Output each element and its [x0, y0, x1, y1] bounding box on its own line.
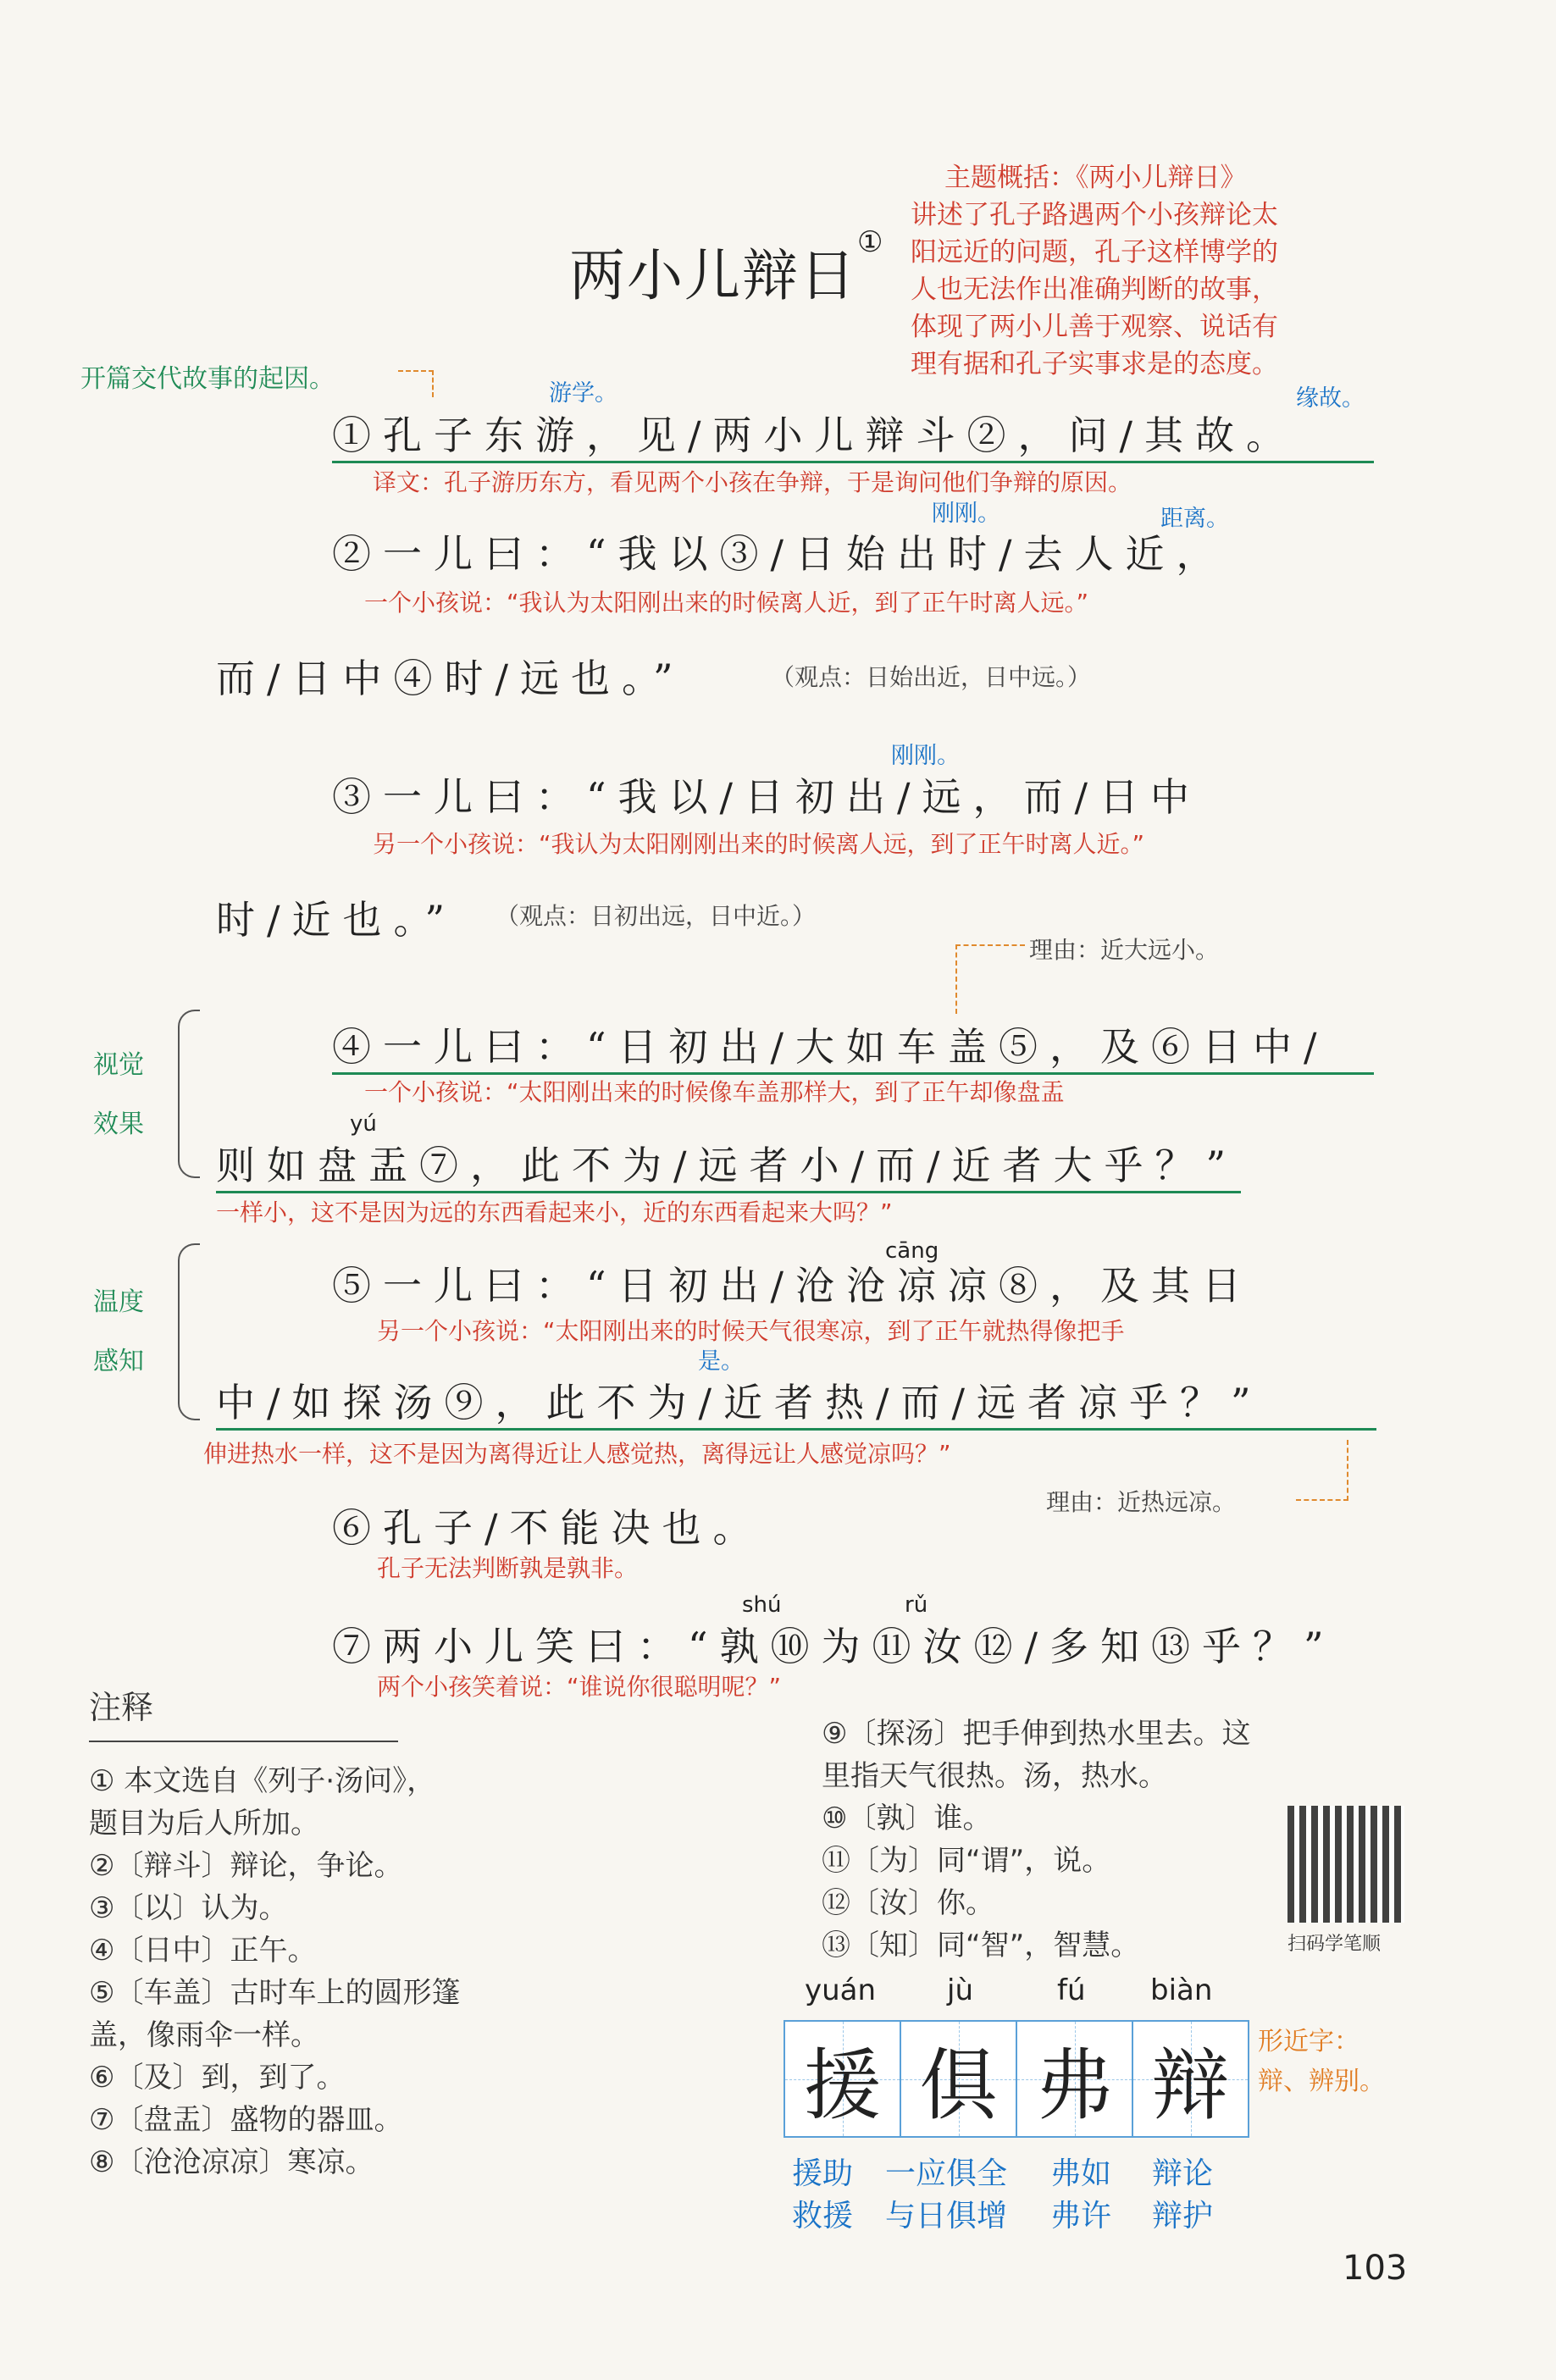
translation-3: 另一个小孩说：“我认为太阳刚刚出来的时候离人远，到了正午时离人近。”: [373, 830, 1145, 858]
qr-caption: 扫码学笔顺: [1287, 1934, 1382, 1955]
paragraph-5-line-2: 中/如探汤⑨，此不为/近者热/而/远者凉乎？”: [216, 1372, 1376, 1431]
char-box-1: 援: [784, 2020, 901, 2138]
translation-1: 译文：孔子游历东方，看见两个小孩在争辩，于是询问他们争辩的原因。: [373, 468, 1132, 496]
reason-2: 理由：近热远凉。: [1046, 1488, 1237, 1516]
paragraph-5-line-1: ⑤一儿曰：“日初出/沧沧凉凉⑧，及其日: [332, 1263, 1254, 1309]
char-box-4: 辩: [1132, 2020, 1249, 2138]
page-number: 103: [1343, 2249, 1408, 2288]
paragraph-6: ⑥孔子/不能决也。: [332, 1505, 764, 1551]
translation-5b: 伸进热水一样，这不是因为离得近让人感觉热，离得远让人感觉凉吗？”: [203, 1440, 951, 1468]
reason-1: 理由：近大远小。: [1029, 936, 1220, 964]
char-pinyin-4: biàn: [1150, 1973, 1213, 2007]
paragraph-4-line-1: ④一儿曰：“日初出/大如车盖⑤，及⑥日中/: [332, 1016, 1374, 1075]
similar-label: 形近字：: [1258, 2027, 1359, 2056]
translation-6: 孔子无法判断孰是孰非。: [377, 1554, 639, 1582]
visual-label-2: 效果: [93, 1110, 144, 1139]
theme-summary: 主题概括：《两小儿辩日》 讲述了孔子路遇两个小孩辩论太 阳远近的问题，孔子这样博学的 人也无法作出准确判断的故事， 体现了两小儿善于观察、说话有 理有据和孔子实事求是的态度。: [911, 163, 1278, 379]
page-title: 两小儿辩日①: [569, 225, 885, 308]
visual-brace: [178, 1010, 200, 1178]
gloss-you: 游学。: [549, 380, 617, 407]
notes-divider: [89, 1741, 398, 1742]
gloss-shi: 刚刚。: [932, 501, 1000, 527]
viewpoint-1: （观点：日始出近，日中远。）: [771, 663, 1092, 691]
notes-left: ① 本文选自《列子·汤问》， 题目为后人所加。 ②〔辩斗〕辩论，争论。 ③〔以〕认为。 ④〔日中〕正午。 ⑤〔车盖〕古时车上的圆形篷 盖，像雨伞一样。 ⑥〔及〕到，到了。 ⑦〔盘盂〕盛物的器皿。 ⑧〔沧沧凉凉〕寒凉。: [89, 1764, 461, 2179]
paragraph-1: ①孔子东游，见/两小儿辩斗②，问/其故。: [332, 405, 1374, 463]
paragraph-4-line-2: 则如盘盂⑦，此不为/远者小/而/近者大乎？”: [216, 1135, 1241, 1193]
paragraph-3-line-1: ③一儿曰：“我以/日初出/远，而/日中: [332, 774, 1202, 820]
word-2a: 一应俱全: [885, 2156, 1008, 2191]
translation-2: 一个小孩说：“我认为太阳刚出来的时候离人近，到了正午时离人远。”: [364, 589, 1089, 617]
paragraph-3-line-2: 时/近也。”: [216, 897, 457, 943]
char-pinyin-1: yuán: [805, 1973, 877, 2007]
pinyin-cang: cāng: [885, 1238, 939, 1264]
gloss-qu: 距离。: [1160, 506, 1229, 532]
paragraph-2-line-1: ②一儿曰：“我以③/日始出时/去人近，: [332, 531, 1227, 577]
paragraph-2-line-2: 而/日中④时/远也。”: [216, 656, 685, 701]
pinyin-yu: yú: [350, 1111, 377, 1137]
temp-label-2: 感知: [93, 1347, 144, 1376]
visual-label-1: 视觉: [93, 1050, 144, 1080]
temp-label-1: 温度: [93, 1287, 144, 1317]
pinyin-ru: rǔ: [905, 1592, 928, 1618]
translation-4b: 一样小，这不是因为远的东西看起来小，近的东西看起来大吗？”: [216, 1198, 893, 1226]
char-box-3: 弗: [1016, 2020, 1133, 2138]
gloss-wei: 是。: [698, 1348, 744, 1375]
word-1a: 援助: [792, 2156, 854, 2191]
word-4b: 辩护: [1152, 2199, 1214, 2233]
word-2b: 与日俱增: [885, 2199, 1008, 2233]
word-1b: 救援: [792, 2199, 854, 2233]
viewpoint-2: （观点：日初出远，日中近。）: [496, 902, 817, 930]
word-3b: 弗许: [1050, 2199, 1112, 2233]
similar-words: 辩、辨别。: [1258, 2067, 1385, 2096]
paragraph-7: ⑦两小儿笑曰：“孰⑩为⑪汝⑫/多知⑬乎？”: [332, 1624, 1336, 1669]
char-pinyin-3: fú: [1057, 1973, 1086, 2007]
char-pinyin-2: jù: [947, 1973, 973, 2007]
gloss-chu: 刚刚。: [891, 743, 960, 769]
opening-note: 开篇交代故事的起因。: [80, 364, 335, 394]
temp-brace: [178, 1243, 200, 1420]
pinyin-shu: shú: [742, 1592, 782, 1618]
translation-7: 两个小孩笑着说：“谁说你很聪明呢？”: [377, 1673, 782, 1701]
char-box-2: 俱: [900, 2020, 1017, 2138]
translation-5a: 另一个小孩说：“太阳刚出来的时候天气很寒凉，到了正午就热得像把手: [377, 1317, 1125, 1345]
notes-heading: 注释: [89, 1689, 154, 1726]
gloss-gu: 缘故。: [1296, 385, 1365, 412]
translation-4a: 一个小孩说：“太阳刚出来的时候像车盖那样大，到了正午却像盘盂: [364, 1078, 1065, 1106]
notes-right: ⑨〔探汤〕把手伸到热水里去。这 里指天气很热。汤，热水。 ⑩〔孰〕谁。 ⑪〔为〕同“谓”，说。 ⑫〔汝〕你。 ⑬〔知〕同“智”，智慧。: [822, 1717, 1251, 1962]
word-4a: 辩论: [1152, 2156, 1214, 2191]
word-3a: 弗如: [1050, 2156, 1112, 2191]
qr-code[interactable]: [1287, 1806, 1404, 1923]
